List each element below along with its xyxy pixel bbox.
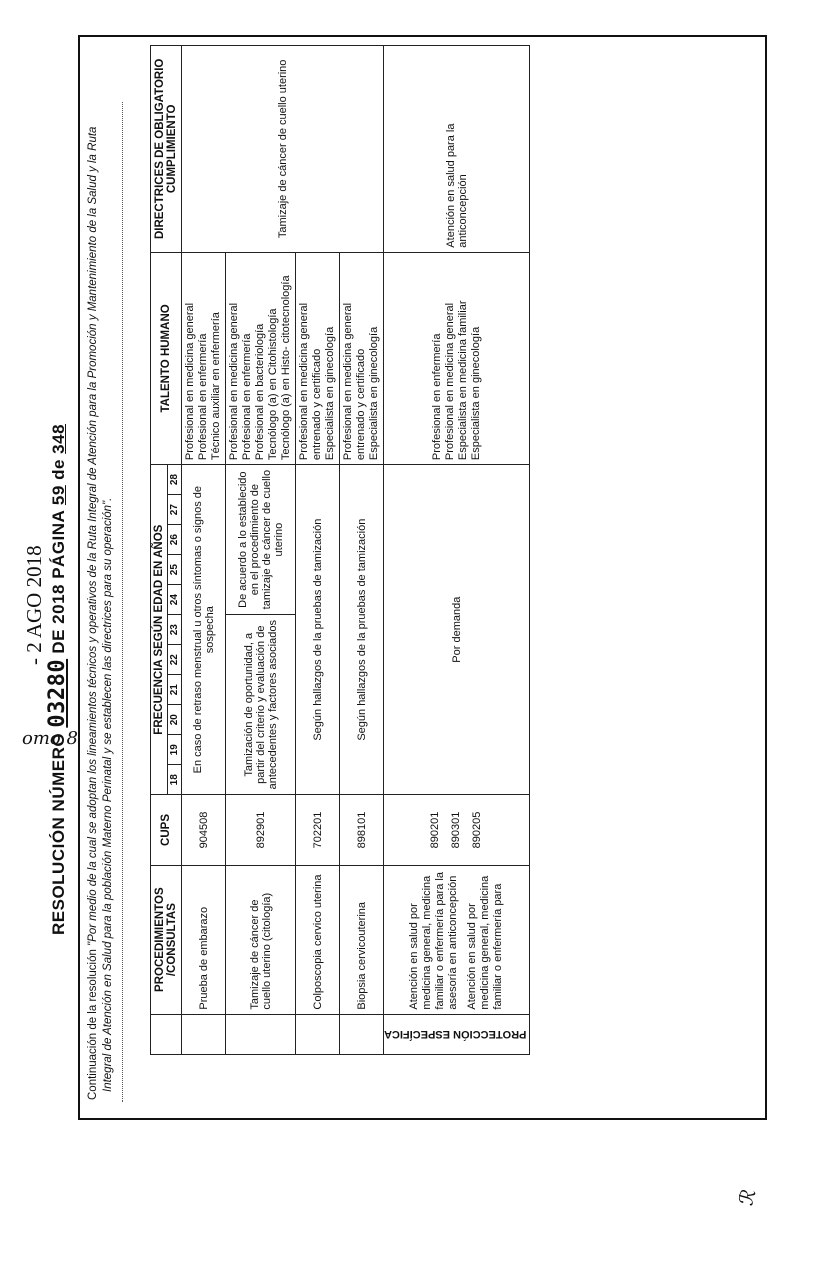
talent-line: Profesional en medicina general [184,302,196,461]
continuation-text-2: Integral de Atención en Salud para la población Materno Perinatal y se establecen las directrices para su operación". [102,497,114,1092]
table-row [182,46,226,1055]
dotted-divider [122,102,123,1102]
talent-line: Profesional en enfermería [241,333,253,461]
procedure-cell: Colposcopia cervico uterina [296,865,340,1014]
talent-line: Profesional en enfermería [197,333,209,461]
talent-line: Especialista en ginecología [469,326,482,461]
page-of: de [49,459,68,480]
age-23: 23 [168,615,182,645]
header-procedures: PROCEDIMIENTOS /CONSULTAS [151,865,182,1014]
side-header-blank [151,1014,182,1054]
age-28: 28 [168,465,182,495]
cups-code: 890201 [429,811,442,849]
cups-cell: 898101 [340,795,384,865]
total-pages: 348 [49,423,68,454]
procedure-cell: Biopsia cervicouterina [340,865,384,1014]
talent-cell [226,252,296,464]
side-cell-blank [296,1014,340,1054]
age-21: 21 [168,675,182,705]
cups-code: 890205 [471,811,484,849]
procedure-line: Atención en salud por medicina general, medicina familiar o enfermería para [466,875,505,1010]
talent-line: entrenado y certificado [355,348,367,461]
talent-line: Profesional en enfermería [430,333,443,461]
header-row-1 [151,46,168,1055]
procedure-cell-group [384,865,530,1014]
procedure-line: Atención en salud por medicina general, medicina familiar o enfermería para la asesoría en anticoncepción [408,872,460,1010]
talent-line: Especialista en ginecología [324,326,336,461]
header-frequency: FRECUENCIA SEGÚN EDAD EN AÑOS [151,465,168,795]
age-22: 22 [168,645,182,675]
continuation-text-1: "Por medio de la cual se adoptan los lineamientos técnicos y operativos de la Ruta Integral de Atención para la Promoción y Mantenimiento de la Salud y la Ruta [87,126,99,946]
signature-mark: ℛ [733,1186,761,1208]
side-label-cell [384,1014,530,1054]
age-24: 24 [168,585,182,615]
frequency-cell: Según hallazgos de la pruebas de tamización [296,465,340,795]
procedure-cell: Prueba de embarazo [182,865,226,1014]
table-row-anticoncepcion [384,46,530,1055]
talent-line: Especialista en ginecología [368,326,380,461]
talent-line: Profesional en medicina general [228,302,240,461]
procedures-table [150,45,530,1055]
resolution-prefix: RESOLUCIÓN NÚMERO [49,732,68,935]
continuation-label: Continuación de la resolución [87,949,99,1100]
talent-line: Especialista en medicina familiar [456,300,469,461]
talent-cell [340,252,384,464]
resolution-number: 03280 [45,658,70,728]
age-27: 27 [168,495,182,525]
side-cell-blank [340,1014,384,1054]
directive-cell-cervical [182,46,384,253]
age-19: 19 [168,735,182,765]
procedure-cell: Tamizaje de cáncer de cuello uterino (citología) [226,865,296,1014]
resolution-suffix: DE 2018 PÁGINA [49,510,68,654]
age-20: 20 [168,705,182,735]
age-18: 18 [168,765,182,795]
frequency-cell: En caso de retraso menstrual u otros síntomas o signos de sospecha [182,465,226,795]
handwritten-note: omo 8 [22,728,78,749]
talent-line: Tecnólogo (a) en Citohistología [267,308,279,461]
header-talent: TALENTO HUMANO [151,252,182,464]
talent-line: Profesional en medicina general [342,302,354,461]
cups-cell: 892901 [226,795,296,865]
talent-line: Técnico auxiliar en enfermería [210,312,222,461]
frequency-cell: Por demanda [384,465,530,795]
directive-cell: Atención en salud para la anticoncepción [384,46,530,253]
talent-line: entrenado y certificado [311,348,323,461]
page-number: 59 [49,485,68,506]
side-cell-blank [182,1014,226,1054]
continuation-paragraph [86,50,116,1100]
cups-cell: 904508 [182,795,226,865]
cups-code: 890301 [450,811,463,849]
age-26: 26 [168,525,182,555]
talent-line: Profesional en medicina general [298,302,310,461]
talent-line: Profesional en medicina general [443,302,456,461]
cups-cell-group [384,795,530,865]
directive-text: Tamizaje de cáncer de cuello uterino [276,59,289,239]
resolution-line [45,424,70,935]
talent-cell [384,252,530,464]
frequency-cell-opportunity: Tamización de oportunidad, a partir del criterio y evaluación de antecedentes y factores asociados [226,615,296,795]
talent-line: Tecnólogo (a) en Histo- citotecnología [280,275,292,461]
header-directives: DIRECTRICES DE OBLIGATORIO CUMPLIMIENTO [151,46,182,253]
age-25: 25 [168,555,182,585]
side-label: PROTECCIÓN ESPECÍFICA [384,1028,527,1041]
date-stamp: - 2 AGO 2018 [22,545,46,665]
talent-cell [182,252,226,464]
talent-cell [296,252,340,464]
frequency-cell-procedure: De acuerdo a lo establecido en el procedimiento de tamizaje de cáncer de cuello uterino [226,465,296,615]
side-cell-blank [226,1014,296,1054]
frequency-cell: Según hallazgos de la pruebas de tamización [340,465,384,795]
header-cups: CUPS [151,795,182,865]
talent-line: Profesional en bacteriología [254,323,266,461]
cups-cell: 702201 [296,795,340,865]
